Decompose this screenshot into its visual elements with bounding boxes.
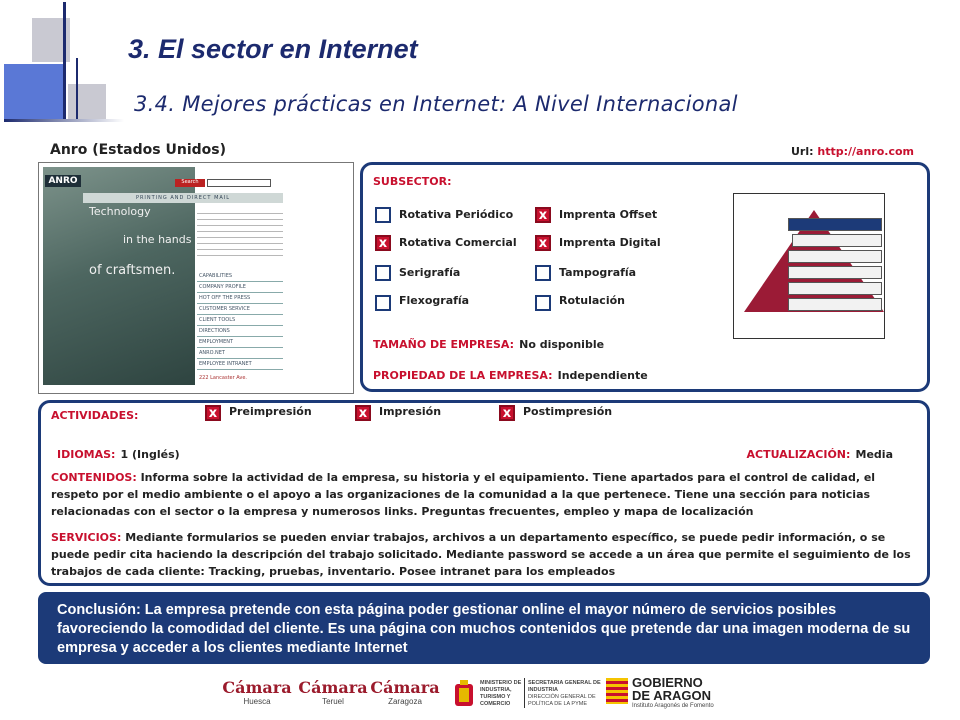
anro-logo: ANRO xyxy=(45,175,81,187)
thumbnail-menu-item: CUSTOMER SERVICE xyxy=(197,306,283,315)
languages xyxy=(57,443,180,462)
thumbnail-search-box xyxy=(207,179,271,187)
camara-teruel-logo xyxy=(298,678,368,706)
option-label: Imprenta Offset xyxy=(559,208,658,221)
ministry-name: MINISTERIO DE INDUSTRIA, TURISMO Y COMERCIO xyxy=(480,680,522,707)
thumbnail-photo-text: of craftsmen. xyxy=(89,263,176,278)
thumbnail-photo-text: in the hands xyxy=(123,233,192,246)
coat-of-arms-icon xyxy=(452,680,476,710)
activities-panel xyxy=(38,400,930,586)
update-value: Media xyxy=(855,448,893,461)
thumbnail-menu-item: CLIENT TOOLS xyxy=(197,317,283,326)
url-link[interactable]: http://anro.com xyxy=(817,145,914,158)
secretaria-name: SECRETARIA GENERAL DE INDUSTRIA xyxy=(528,680,601,693)
contents-label: CONTENIDOS: xyxy=(51,471,137,484)
conclusion-panel xyxy=(38,592,930,664)
slide-subtitle: 3.4. Mejores prácticas en Internet: A Nivel Internacional xyxy=(134,92,738,116)
checkbox-rotativa-periodico[interactable] xyxy=(375,207,391,223)
services-text: Mediante formularios se pueden enviar trabajos, archivos a un departamento específico, se puede pedir información, o se puede pedir cita haciendo la descripción del trabajo solicitado. Mediante password se accede a un área que permite el seguimiento de los trabajos de cada cliente: Tracking, pruebas, inventario. Posee intranet para los empleados xyxy=(51,531,911,578)
services-section xyxy=(51,529,911,580)
thumbnail-menu-item: EMPLOYEE INTRANET xyxy=(197,361,283,370)
company-ownership xyxy=(373,364,648,383)
direccion-name: DIRECCIÓN GENERAL DE POLÍTICA DE LA PYME xyxy=(528,694,596,707)
activity-label: Preimpresión xyxy=(229,405,312,418)
thumbnail-blurb xyxy=(197,213,283,261)
checkbox-preimpresion[interactable]: x xyxy=(205,405,221,421)
checkbox-imprenta-offset[interactable]: x xyxy=(535,207,551,223)
option-label: Flexografía xyxy=(399,294,470,307)
option-label: Rotulación xyxy=(559,294,625,307)
thumbnail-photo-text: Technology xyxy=(89,205,151,218)
option-label: Serigrafía xyxy=(399,266,461,279)
activity-label: Postimpresión xyxy=(523,405,613,418)
camara-logo-city: Huesca xyxy=(243,697,271,706)
pyramid-level-2 xyxy=(792,234,882,247)
subsector-label: SUBSECTOR: xyxy=(373,175,452,188)
company-size-label: TAMAÑO DE EMPRESA: xyxy=(373,338,515,351)
gobierno-title-2: DE ARAGON xyxy=(632,688,711,703)
pyramid-level-1 xyxy=(788,218,882,231)
company-name: Anro (Estados Unidos) xyxy=(50,142,226,158)
option-label: Imprenta Digital xyxy=(559,236,661,249)
languages-label: IDIOMAS: xyxy=(57,448,116,461)
aragon-flag-icon xyxy=(606,678,628,704)
checkbox-imprenta-digital[interactable]: x xyxy=(535,235,551,251)
url-label: Url: xyxy=(791,145,814,158)
checkbox-serigrafia[interactable] xyxy=(375,265,391,281)
ownership-label: PROPIEDAD DE LA EMPRESA: xyxy=(373,369,553,382)
thumbnail-menu-item: ANRO.NET xyxy=(197,350,283,359)
option-label: Rotativa Periódico xyxy=(399,208,514,221)
camara-logo-city: Teruel xyxy=(322,697,344,706)
header-decoration xyxy=(4,119,124,122)
checkbox-tampografia[interactable] xyxy=(535,265,551,281)
gobierno-subtitle: Instituto Aragonés de Fomento xyxy=(632,703,714,709)
subsector-panel xyxy=(360,162,930,392)
header-decoration xyxy=(76,58,78,122)
header-decoration xyxy=(4,64,66,122)
checkbox-flexografia[interactable] xyxy=(375,295,391,311)
checkbox-postimpresion[interactable]: x xyxy=(499,405,515,421)
thumbnail-search-button: Search xyxy=(175,179,205,187)
header-decoration xyxy=(68,84,106,120)
pyramid-level-3 xyxy=(788,250,882,263)
header-decoration xyxy=(63,2,66,122)
camara-huesca-logo xyxy=(222,678,292,706)
update-frequency xyxy=(747,443,894,462)
contents-section xyxy=(51,469,911,520)
company-url xyxy=(791,145,914,158)
pyramid-level-5 xyxy=(788,282,882,295)
size-pyramid-graphic xyxy=(733,193,885,339)
option-label: Rotativa Comercial xyxy=(399,236,517,249)
activity-label: Impresión xyxy=(379,405,442,418)
thumbnail-menu-item: DIRECTIONS xyxy=(197,328,283,337)
camara-logo-name: Cámara xyxy=(370,678,440,697)
camara-logo-city: Zaragoza xyxy=(388,697,422,706)
thumbnail-menu-item: COMPANY PROFILE xyxy=(197,284,283,293)
thumbnail-header-strip: PRINTING AND DIRECT MAIL xyxy=(83,193,283,203)
website-screenshot xyxy=(38,162,354,394)
services-label: SERVICIOS: xyxy=(51,531,122,544)
option-label: Tampografía xyxy=(559,266,637,279)
pyramid-level-6 xyxy=(788,298,882,311)
company-size xyxy=(373,333,604,352)
thumbnail-menu-item: EMPLOYMENT xyxy=(197,339,283,348)
languages-value: 1 (Inglés) xyxy=(120,448,180,461)
ministry-divider xyxy=(524,678,525,708)
gobierno-aragon-logo xyxy=(606,676,726,712)
checkbox-rotulacion[interactable] xyxy=(535,295,551,311)
conclusion-text: Conclusión: La empresa pretende con esta página poder gestionar online el mayor número de servicios posibles favoreciendo la comodidad del cliente. Es una página con muchos contenidos que pretende dar una imagen moderna de su empresa y acceder a los clientes mediante Internet xyxy=(57,602,911,656)
update-label: ACTUALIZACIÓN: xyxy=(746,448,851,461)
checkbox-impresion[interactable]: x xyxy=(355,405,371,421)
camara-logo-name: Cámara xyxy=(298,678,368,697)
thumbnail-menu-item: HOT OFF THE PRESS xyxy=(197,295,283,304)
camara-zaragoza-logo xyxy=(370,678,440,706)
ministry-logo xyxy=(452,678,602,712)
thumbnail-menu-item: CAPABILITIES xyxy=(197,273,283,282)
gobierno-title: GOBIERNO xyxy=(632,675,703,690)
ownership-value: Independiente xyxy=(557,369,648,382)
pyramid-level-4 xyxy=(788,266,882,279)
company-size-value: No disponible xyxy=(519,338,605,351)
thumbnail-address: 222 Lancaster Ave. xyxy=(199,375,248,381)
slide-title: 3. El sector en Internet xyxy=(128,34,418,64)
contents-text: Informa sobre la actividad de la empresa, su historia y el equipamiento. Tiene apartados para el control de calidad, el respeto por el medio ambiente o el apoyo a las organizaciones de la comunidad a la que pertenece. Tiene una sección para noticias relacionadas con el sector o la empresa y numerosos links. Preguntas frecuentes, empleo y mapa de localización xyxy=(51,471,876,518)
checkbox-rotativa-comercial[interactable]: x xyxy=(375,235,391,251)
activities-label: ACTIVIDADES: xyxy=(51,409,139,422)
camara-logo-name: Cámara xyxy=(222,678,292,697)
